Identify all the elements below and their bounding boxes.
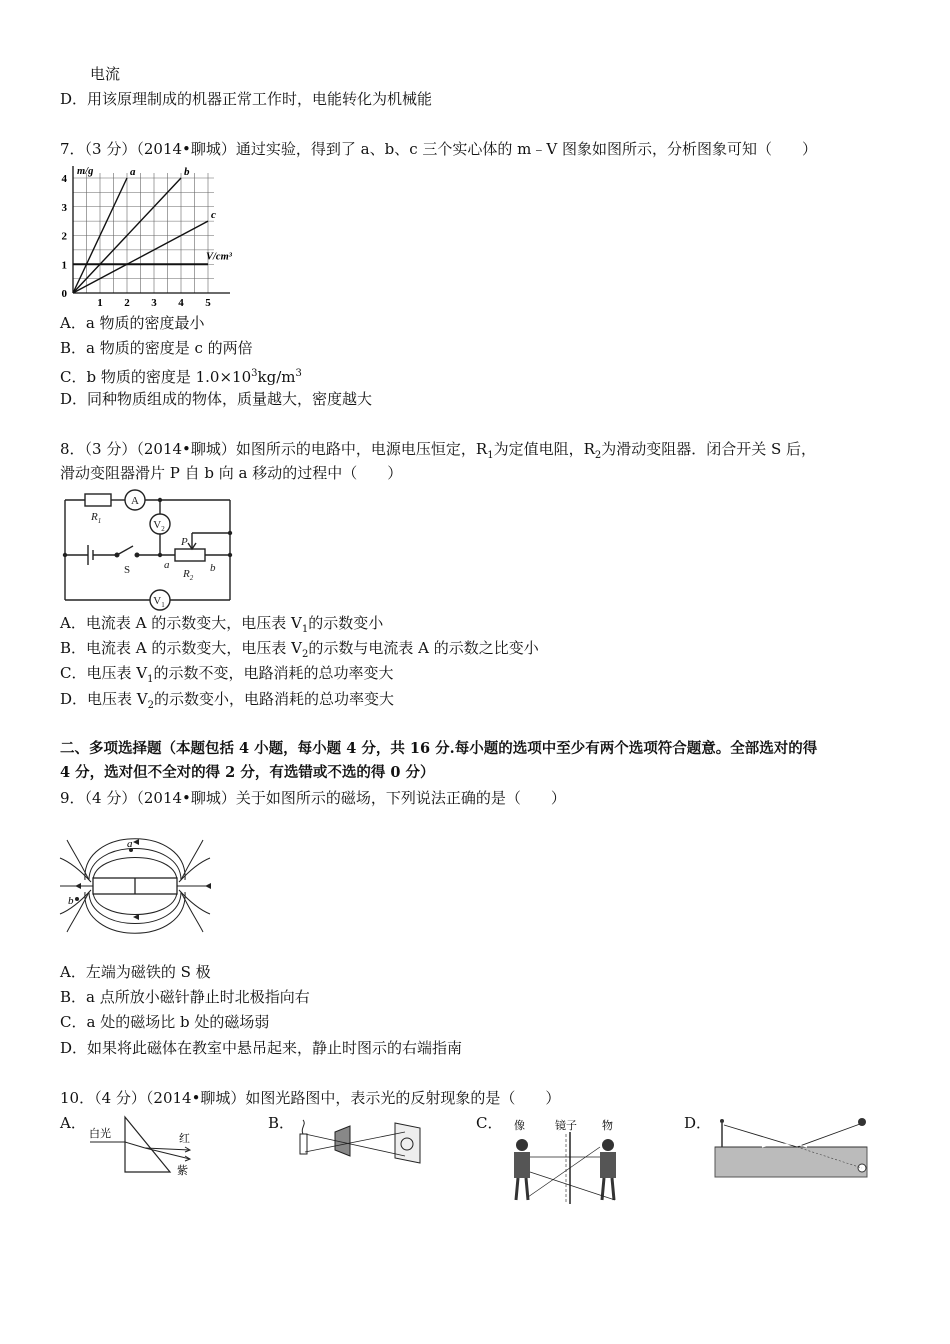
label-v1: $V_1$ bbox=[153, 595, 165, 609]
q8-stem-text-b: 为定值电阻，R bbox=[493, 440, 595, 458]
rheostat-r2 bbox=[175, 549, 205, 561]
circuit-diagram bbox=[55, 485, 245, 610]
x-tick-label: 2 bbox=[124, 297, 130, 309]
q8-stem-sub-2: 2 bbox=[594, 450, 602, 461]
q10-stem: 10．（4 分）（2014•聊城）如图光路图中，表示光的反射现象的是（ ） bbox=[60, 1089, 561, 1107]
label-r2: $R_2$ bbox=[183, 568, 194, 582]
q8-stem-sub-1: 1 bbox=[487, 450, 494, 461]
q8-option-b[interactable] bbox=[60, 638, 539, 665]
q9-stem: 9．（4 分）（2014•聊城）关于如图所示的磁场，下列说法正确的是（ ） bbox=[60, 789, 566, 807]
x-tick-label: 1 bbox=[97, 297, 103, 309]
q8-option-d-text2: 的示数变小，电路消耗的总功率变大 bbox=[154, 690, 395, 708]
q8-stem-line2: 滑动变阻器滑片 P 自 b 向 a 移动的过程中（ ） bbox=[60, 464, 403, 482]
q10-option-b[interactable]: B． bbox=[268, 1114, 295, 1132]
q8-option-c-text: C．电压表 V bbox=[60, 664, 148, 682]
q8-option-a-text2: 的示数变小 bbox=[308, 614, 384, 632]
label-white-light: 白光 bbox=[89, 1128, 111, 1140]
pinhole-camera-figure bbox=[295, 1118, 435, 1168]
q8-option-a[interactable] bbox=[60, 613, 383, 640]
series-label-c: c bbox=[211, 209, 216, 222]
label-v2: $V_2$ bbox=[153, 519, 165, 533]
label-image: 像 bbox=[514, 1120, 525, 1132]
q9-option-a[interactable]: A．左端为磁铁的 S 极 bbox=[60, 963, 211, 981]
q7-option-c-unit: kg/m bbox=[257, 368, 296, 386]
q8-stem-line1 bbox=[60, 439, 816, 466]
q8-option-b-text: B．电流表 A 的示数变大，电压表 V bbox=[60, 639, 302, 657]
y-tick-label: 2 bbox=[61, 230, 67, 243]
q8-option-c-text2: 的示数不变，电路消耗的总功率变大 bbox=[153, 664, 394, 682]
q8-option-a-text: A．电流表 A 的示数变大，电压表 V bbox=[60, 614, 302, 632]
q8-option-d[interactable] bbox=[60, 689, 394, 716]
mv-graph bbox=[55, 165, 235, 315]
y-tick-label: 1 bbox=[61, 259, 67, 272]
section2-heading-line2: 4 分，选对但不全对的得 2 分，有选错或不选的得 0 分） bbox=[60, 764, 435, 781]
y-tick-label: 3 bbox=[61, 201, 67, 214]
q7-option-c-unit-exp: 3 bbox=[295, 368, 302, 379]
q8-option-d-sub: 2 bbox=[147, 700, 155, 711]
label-b: b bbox=[210, 562, 216, 574]
resistor-r1 bbox=[85, 494, 111, 506]
label-red: 红 bbox=[179, 1133, 190, 1145]
q8-option-b-sub: 2 bbox=[302, 649, 309, 660]
x-tick-label: 3 bbox=[151, 297, 157, 309]
q6-continuation: 电流 bbox=[90, 65, 121, 83]
q7-option-c-exp: 3 bbox=[251, 368, 258, 379]
q8-option-c-sub: 1 bbox=[147, 674, 154, 685]
q8-stem-text-c: 为滑动变阻器．闭合开关 S 后， bbox=[601, 440, 817, 458]
q7-option-a[interactable]: A．a 物质的密度最小 bbox=[60, 314, 205, 332]
label-purple: 紫 bbox=[177, 1165, 188, 1177]
q8-option-b-text2: 的示数与电流表 A 的示数之比变小 bbox=[308, 639, 539, 657]
series-label-b: b bbox=[184, 166, 190, 178]
q6-option-d[interactable]: D．用该原理制成的机器正常工作时，电能转化为机械能 bbox=[60, 90, 433, 108]
q7-option-c-text: C．b 物质的密度是 1.0×10 bbox=[60, 368, 252, 386]
label-object: 物 bbox=[602, 1120, 613, 1132]
q9-option-b[interactable]: B．a 点所放小磁针静止时北极指向右 bbox=[60, 988, 310, 1006]
q7-option-d[interactable]: D．同种物质组成的物体，质量越大，密度越大 bbox=[60, 390, 373, 408]
q7-stem: 7．（3 分）（2014•聊城）通过实验，得到了 a、b、c 三个实心体的 m﹣V 图象如图所示，分析图象可知（ ） bbox=[60, 140, 817, 158]
q10-option-a[interactable]: A． bbox=[60, 1114, 86, 1132]
x-tick-label: 5 bbox=[205, 297, 211, 309]
q10-option-d[interactable]: D． bbox=[684, 1114, 712, 1132]
point-b-label: b bbox=[68, 895, 74, 907]
label-r1: $R_1$ bbox=[91, 511, 102, 525]
mirror-image-figure bbox=[500, 1112, 640, 1207]
label-mirror: 镜子 bbox=[555, 1120, 577, 1132]
q8-option-a-sub: 1 bbox=[301, 624, 309, 635]
q7-option-b[interactable]: B．a 物质的密度是 c 的两倍 bbox=[60, 339, 253, 357]
magnetic-field-diagram bbox=[55, 820, 215, 950]
label-a: a bbox=[164, 559, 170, 571]
point-a-label: a bbox=[127, 838, 133, 850]
q10-option-c[interactable]: C． bbox=[476, 1114, 503, 1132]
label-ammeter: A bbox=[131, 495, 139, 507]
label-p: P bbox=[181, 536, 188, 548]
y-axis-label: m/g bbox=[77, 166, 94, 177]
q8-option-c[interactable] bbox=[60, 663, 393, 690]
switch-lever bbox=[117, 546, 133, 555]
series-label-a: a bbox=[130, 166, 136, 178]
x-tick-label: 4 bbox=[178, 297, 184, 309]
x-axis-label: V/cm³ bbox=[206, 251, 232, 263]
q8-option-d-text: D．电压表 V bbox=[60, 690, 148, 708]
section2-heading-line1: 二、多项选择题（本题包括 4 小题，每小题 4 分，共 16 分.每小题的选项中至少有两个选项符合题意。全部选对的得 bbox=[60, 740, 818, 757]
label-s: S bbox=[123, 564, 131, 576]
water-reflection-figure bbox=[712, 1115, 872, 1180]
y-tick-label: 4 bbox=[61, 173, 67, 185]
q9-option-c[interactable]: C．a 处的磁场比 b 处的磁场弱 bbox=[60, 1013, 270, 1031]
origin-label: 0 bbox=[61, 288, 67, 300]
q7-option-c[interactable] bbox=[60, 364, 302, 387]
prism-dispersion-figure bbox=[85, 1112, 195, 1182]
q9-option-d[interactable]: D．如果将此磁体在教室中悬吊起来，静止时图示的右端指南 bbox=[60, 1039, 463, 1057]
q8-stem-text-a: 8．（3 分）（2014•聊城）如图所示的电路中，电源电压恒定，R bbox=[60, 440, 488, 458]
